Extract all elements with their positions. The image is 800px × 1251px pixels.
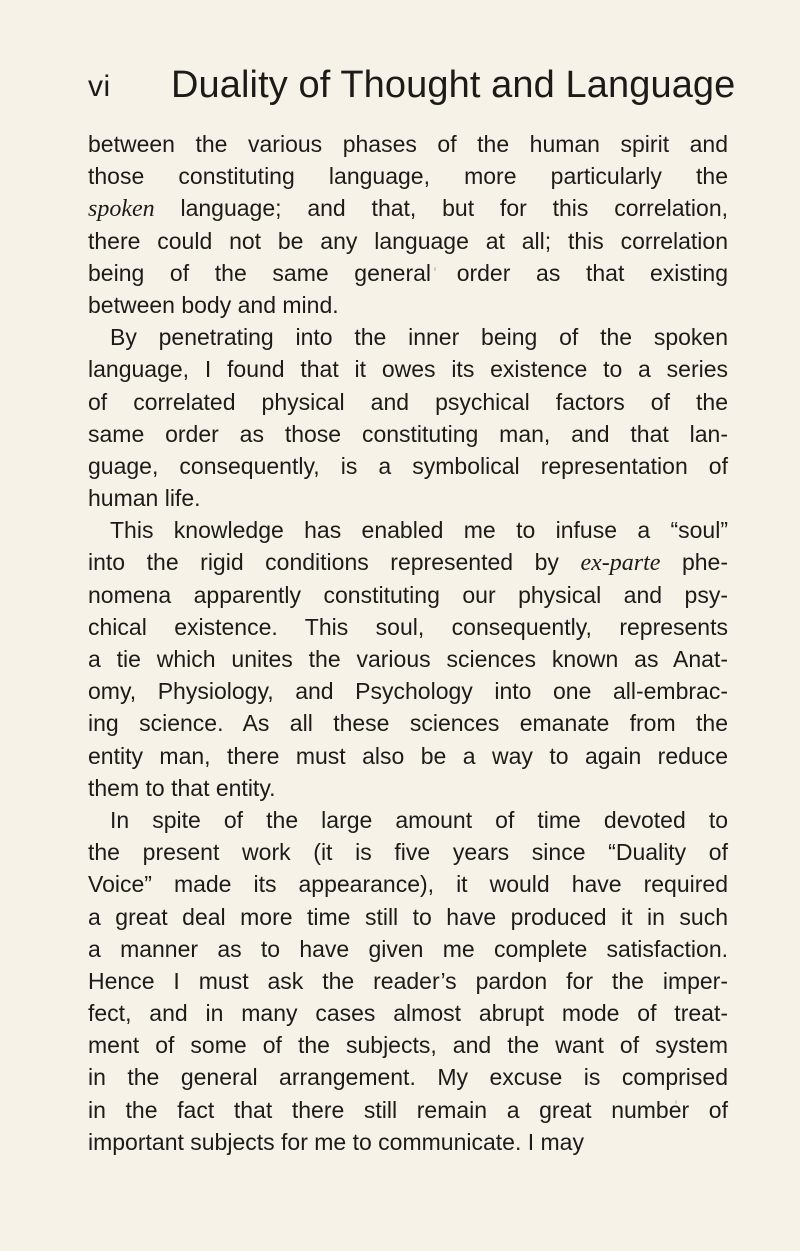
running-title: Duality of Thought and Language — [171, 64, 736, 106]
text-line: in the general arrangement. My excuse is comprised — [88, 1064, 728, 1091]
text-line: in the fact that there still remain a great number of — [88, 1096, 728, 1123]
text-line: between the various phases of the human spirit and — [88, 131, 728, 157]
page-number: vi — [88, 70, 111, 103]
text-line: a manner as to have given me complete satisfaction. — [88, 935, 728, 962]
text-line: same order as those constituting man, and that lan- — [88, 420, 728, 447]
paper-speck — [434, 267, 436, 271]
text-line: This knowledge has enabled me to infuse a “soul” — [110, 517, 728, 544]
text-line — [88, 546, 728, 578]
text-line: nomena apparently constituting our physical and psy- — [88, 581, 728, 608]
italic-term: ex-parte — [580, 550, 661, 577]
text-line: between body and mind. — [88, 291, 339, 318]
text-line: chical existence. This soul, consequently, represents — [88, 613, 728, 640]
text-line: ing science. As all these sciences emanate from the — [88, 710, 728, 737]
text-line — [88, 192, 728, 224]
text-line: being of the same general order as that existing — [88, 259, 728, 286]
paper-speck — [675, 1100, 677, 1104]
text-line: Hence I must ask the reader’s pardon for the imper- — [88, 967, 728, 994]
text-line: there could not be any language at all; this correlation — [88, 227, 728, 254]
text-line: a tie which unites the various sciences known as Anat- — [88, 646, 728, 672]
text-line-fragment: language; and that, but for this correlation, — [154, 195, 728, 222]
text-line: those constituting language, more particularly the — [88, 163, 728, 190]
text-line: a great deal more time still to have produced it in such — [88, 903, 728, 930]
text-line: Voice” made its appearance), it would have required — [88, 871, 728, 898]
text-line-fragment: into the rigid conditions represented by — [88, 549, 581, 576]
text-line: language, I found that it owes its existence to a series — [88, 356, 728, 383]
text-line: In spite of the large amount of time devoted to — [110, 806, 728, 833]
text-line: important subjects for me to communicate. I may — [88, 1128, 584, 1155]
text-line: ment of some of the subjects, and the want of system — [88, 1032, 728, 1059]
text-line: fect, and in many cases almost abrupt mode of treat- — [88, 1000, 728, 1027]
text-line: guage, consequently, is a symbolical representation of — [88, 452, 728, 479]
text-line-fragment: phe- — [660, 549, 728, 576]
text-line: of correlated physical and psychical factors of the — [88, 388, 728, 415]
body-text — [88, 128, 728, 1158]
text-line: omy, Physiology, and Psychology into one all-embrac- — [88, 678, 728, 705]
italic-term: spoken — [88, 196, 155, 223]
text-line: human life. — [88, 485, 201, 512]
text-line: By penetrating into the inner being of the spoken — [110, 324, 728, 351]
running-head — [88, 62, 738, 112]
text-line: the present work (it is five years since “Duality of — [88, 839, 728, 866]
text-line: entity man, there must also be a way to again reduce — [88, 742, 728, 769]
text-line: them to that entity. — [88, 774, 276, 801]
